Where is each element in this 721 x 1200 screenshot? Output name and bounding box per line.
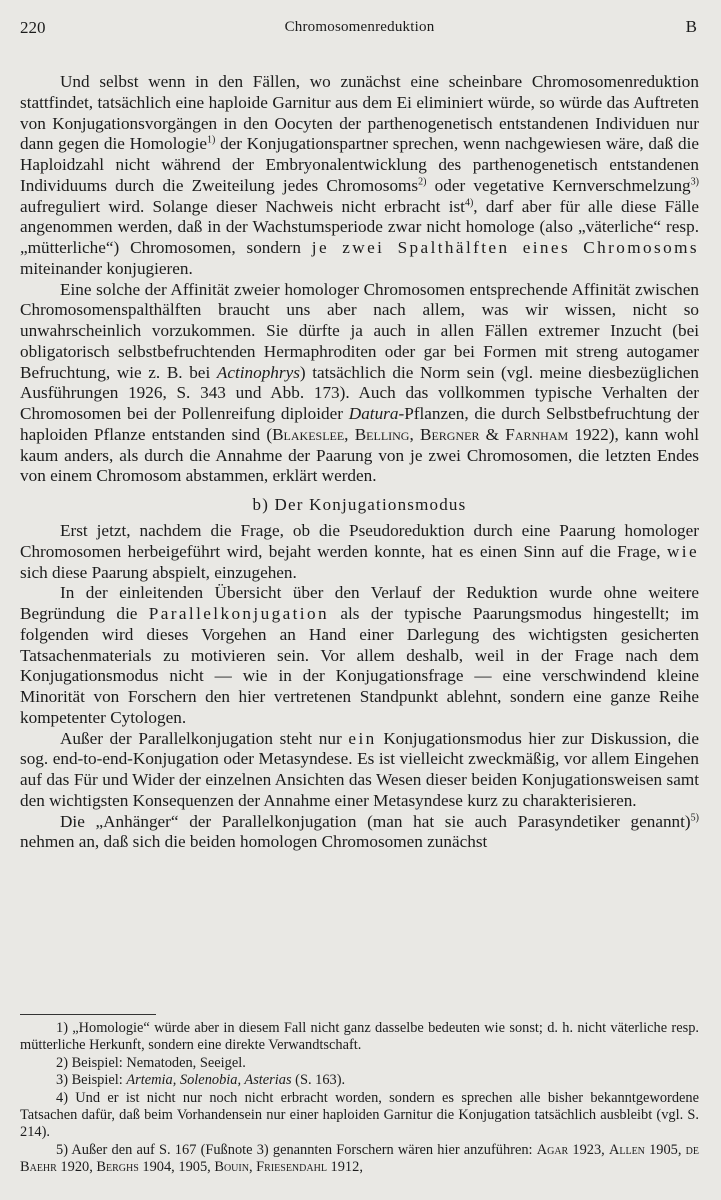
signature-mark: B bbox=[685, 17, 697, 36]
paragraph-group-a bbox=[20, 72, 699, 487]
text-run: 3) Beispiel: bbox=[56, 1072, 127, 1089]
spaced-emphasis: Parallelkonjugation bbox=[148, 604, 329, 623]
footnote-ref: 3) bbox=[690, 176, 699, 188]
footnote-ref: 2) bbox=[418, 176, 427, 188]
section-heading: b) Der Konjugationsmodus bbox=[252, 495, 467, 514]
text-run: 1904, 1905, bbox=[138, 1159, 215, 1176]
text-run: sich diese Paarung abspielt, einzugehen. bbox=[20, 562, 297, 582]
page-number: 220 bbox=[20, 18, 46, 37]
text-run: oder vegetative Kernverschmelzung bbox=[426, 175, 691, 195]
author-name: Agar bbox=[536, 1141, 569, 1158]
paragraph bbox=[20, 812, 699, 854]
author-name: Berghs bbox=[96, 1159, 139, 1176]
text-run: Erst jetzt, nachdem die Frage, ob die Pseudoreduktion durch eine Paarung homologer Chromosomen herbeigeführt wird, bejaht werden konnte, hat es einen Sinn auf die Frage, bbox=[20, 521, 699, 561]
text-run: aufreguliert wird. Solange dieser Nachweis nicht erbracht ist bbox=[20, 196, 465, 216]
running-head bbox=[20, 14, 699, 40]
body-text bbox=[20, 72, 699, 853]
text-run: als der typische Paarungsmodus hingestellt; im folgenden wird dieses Vorgehen an Hand einer Darlegung des wichtigsten gesicherten Tatsachenmaterials zu motivieren sein. Vor allem deshalb, weil in der Frage nach dem Konjugationsmodus nicht — wie in der Konjugationsfrage — eine verschwindend kleine Minorität von Forschern den hier vertretenen Standpunkt ablehnt, sondern eine ganze Reihe kompetenter Cytologen. bbox=[20, 604, 699, 727]
footnote-ref: 1) bbox=[207, 134, 216, 146]
text-run: 2) Beispiel: Nematoden, Seeigel. bbox=[56, 1054, 246, 1071]
text-run: 1912, bbox=[326, 1159, 363, 1176]
text-run: 1922), kann wohl kaum anders, als durch die Annahme der Paarung von je zwei Chromosomen, die letzten Endes von einem Chromosom abstammen, erklärt werden. bbox=[20, 424, 699, 486]
text-run: In der einleitenden Übersicht über den Verlauf der Reduktion wurde ohne weitere Begründung die bbox=[20, 583, 699, 623]
author-name: de Baehr bbox=[20, 1141, 700, 1176]
text-run: 5) Außer den auf S. 167 (Fußnote 3) genannten Forschern wären hier anzuführen: bbox=[56, 1141, 537, 1158]
running-title: Chromosomenreduktion bbox=[284, 19, 435, 35]
footnote bbox=[20, 1055, 699, 1072]
text-run: Eine solche der Affinität zweier homologer Chromosomen entsprechende Affinität zwischen Chromosomenspalthälften braucht uns aber nach allem, was wir wissen, nicht so unwahrscheinlich vorzukommen. Sie dürfte ja auch in allen Fällen extremer Inzucht (bei obligatorisch selbstbefruchtenden Hermaphroditen oder gar bei Formen mit streng autogamer Befruchtung, wie z. B. bei bbox=[20, 279, 699, 382]
footnote bbox=[20, 1090, 699, 1142]
paragraph bbox=[20, 521, 699, 583]
text-run: Außer der Parallelkonjugation steht nur bbox=[60, 728, 349, 748]
text-run: 4) Und er ist nicht nur noch nicht erbracht worden, sondern es sprechen alle bisher bekanntgewordene Tatsachen dafür, daß beim Vorhandensein nur einer haploiden Garnitur die Konjugation tatsächlich ausbleibt (vgl. S. 214). bbox=[20, 1089, 699, 1141]
text-run: 1923, bbox=[568, 1141, 609, 1158]
text-run: 1905, bbox=[644, 1141, 686, 1158]
text-run: 1) „Homologie“ würde aber in diesem Fall nicht ganz dasselbe bedeuten wie sonst; d. h. nicht väterliche resp. mütterliche Herkunft, sondern eine direkte Verwandtschaft. bbox=[20, 1020, 699, 1054]
paragraph-group-b bbox=[20, 521, 699, 853]
author-name: Blakeslee, Belling, Bergner & Farnham bbox=[272, 424, 569, 444]
text-run: nehmen an, daß sich die beiden homologen Chromosomen zunächst bbox=[20, 832, 488, 852]
italic-term: Actinophrys bbox=[216, 362, 300, 382]
text-run: Und selbst wenn in den Fällen, wo zunächst eine scheinbare Chromosomenreduktion stattfindet, tatsächlich eine haploide Garnitur aus dem Ei eliminiert würde, so würde das Auftreten von Konjugationsvorgängen in den Oocyten der parthenogenetisch entstandenen Individuen nur dann gegen die Homologie bbox=[20, 72, 699, 154]
footnote bbox=[20, 1072, 699, 1089]
text-run: der Konjugationspartner sprechen, wenn nachgewiesen wäre, daß die Haploidzahl nicht während der Embryonalentwicklung des parthenogenetisch entstandenen Individuums durch die Zweiteilung jedes Chromosoms bbox=[20, 134, 699, 195]
italic-term: Datura bbox=[348, 404, 399, 423]
footnotes bbox=[20, 1020, 699, 1177]
paragraph bbox=[20, 729, 699, 812]
paragraph bbox=[20, 583, 699, 728]
footnote-ref: 4) bbox=[464, 196, 474, 208]
text-run: (S. 163). bbox=[291, 1072, 346, 1089]
spaced-emphasis: wie bbox=[666, 541, 699, 561]
italic-term: Artemia, Solenobia, Asterias bbox=[126, 1072, 292, 1089]
footnote-ref: 5) bbox=[690, 811, 699, 823]
paragraph bbox=[20, 72, 699, 280]
spaced-emphasis: ein bbox=[348, 728, 377, 748]
text-run: miteinander konjugieren. bbox=[20, 258, 193, 278]
text-run: -Pflanzen, die durch Selbstbefruchtung der haploiden Pflanze entstanden sind ( bbox=[20, 404, 699, 444]
footnote bbox=[20, 1142, 699, 1177]
paragraph bbox=[20, 280, 699, 488]
text-run: Die „Anhänger“ der Parallelkonjugation (man hat sie auch Parasyndetiker genannt) bbox=[60, 811, 691, 831]
text-run: Konjugationsmodus hier zur Diskussion, die sog. end-to-end-Konjugation oder Metasyndese. Es ist vielleicht zweckmäßig, vor allem Eingehen auf das Für und Wider der einzelnen Ansichten das Wesen dieser beiden Konjugationsweisen samt den wichtigsten Konsequenzen der Annahme einer Metasyndese kurz zu charakterisieren. bbox=[20, 728, 699, 810]
text-run: 1920, bbox=[56, 1159, 97, 1176]
footnote bbox=[20, 1020, 699, 1055]
author-name: Bouin, Friesendahl bbox=[214, 1159, 327, 1176]
spaced-emphasis: je zwei Spalthälften eines Chromosoms bbox=[311, 238, 699, 257]
text-run: ) tatsächlich die Norm sein (vgl. meine diesbezüglichen Ausführungen 1926, S. 343 und Abb. 173). Auch das vollkommen typische Verhalten der Chromosomen bei der Pollenreifung diploider bbox=[20, 362, 699, 423]
text-run: , darf aber für alle diese Fälle angenommen werden, daß in der Wachstumsperiode zwar nicht homologe (also „väterliche“ resp. „mütterliche“) Chromosomen, sondern bbox=[20, 196, 699, 257]
footnote-rule bbox=[20, 1014, 156, 1015]
author-name: Allen bbox=[608, 1141, 645, 1158]
